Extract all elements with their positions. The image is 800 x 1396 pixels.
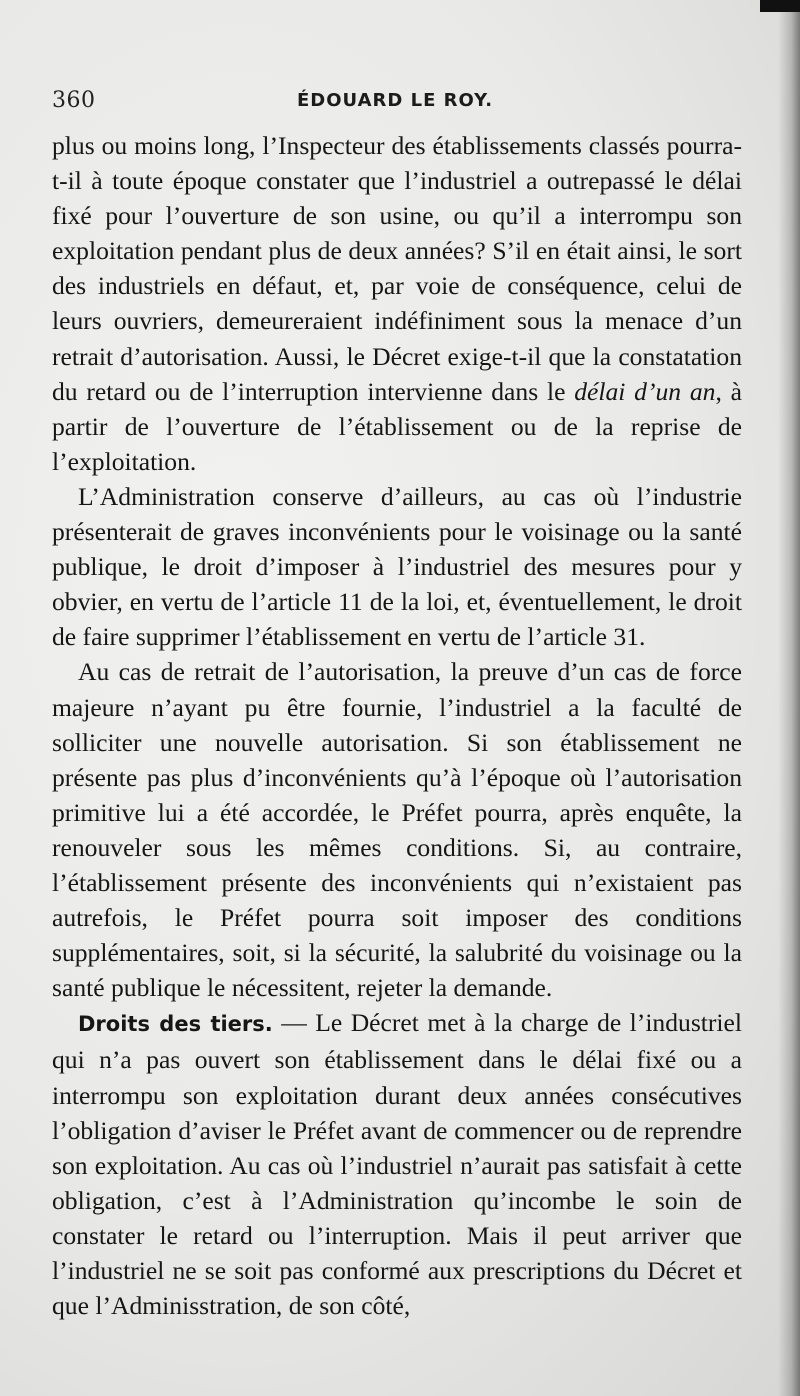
page-number: 360 [52, 88, 96, 113]
paragraph-1-text-start: plus ou moins long, l’Inspecteur des établissements classés pourra-t-il à toute époque constater que l’industriel a outrepassé le délai fixé pour l’ouverture de son usine, ou qu’il a interrompu son exploitation pendant plus de deux années? S’il en était ainsi, le sort des industriels en défaut, et, par voie de conséquence, celui de leurs ouvriers, demeureraient indéfiniment sous la menace d’un retrait d’autorisation. Aussi, le Décret exige-t-il que la constatation du retard ou de l’interruption intervienne dans le [52, 131, 742, 406]
paragraph-1 [52, 128, 742, 479]
paragraph-1-italic-phrase: délai d’un an [574, 376, 716, 406]
paragraph-2: L’Administration conserve d’ailleurs, au cas où l’industrie présenterait de graves inconvénients pour le voisinage ou la santé publique, le droit d’imposer à l’industriel des mesures pour y obvier, en vertu de l’article 11 de la loi, et, éventuellement, le droit de faire supprimer l’établissement en vertu de l’article 31. [52, 481, 742, 652]
scan-corner-mark [760, 0, 800, 12]
paragraph-1-text-end: , à partir de l’ouverture de l’établissement ou de la reprise de l’exploitation. [52, 376, 742, 476]
section-heading: Droits des tiers. [78, 1012, 273, 1037]
running-head: ÉDOUARD LE ROY. [297, 90, 494, 111]
paragraph-4 [52, 1005, 742, 1323]
paragraph-4-text: — Le Décret met à la charge de l’industriel qui n’a pas ouvert son établissement dans le délai fixé ou a interrompu son exploitation durant deux années consécutives l’obligation d’aviser le Préfet avant de commencer ou de reprendre son exploitation. Au cas où l’industriel n’aurait pas satisfait à cette obligation, c’est à l’Administration qu’incombe le soin de constater le retard ou l’interruption. Mais il peut arriver que l’industriel ne se soit pas conformé aux prescriptions du Décret et que l’Adminisstration, de son côté, [52, 1008, 742, 1321]
page-binding-shadow [778, 0, 800, 1396]
body-text [52, 128, 742, 1323]
page-header [52, 88, 752, 118]
paragraph-3: Au cas de retrait de l’autorisation, la preuve d’un cas de force majeure n’ayant pu être fournie, l’industriel a la faculté de solliciter une nouvelle autorisation. Si son établissement ne présente pas plus d’inconvénients qu’à l’époque où l’autorisation primitive lui a été accordée, le Préfet pourra, après enquête, la renouveler sous les mêmes conditions. Si, au contraire, l’établissement présente des inconvénients qui n’existaient pas autrefois, le Préfet pourra soit imposer des conditions supplémentaires, soit, si la sécurité, la salubrité du voisinage ou la santé publique le nécessitent, rejeter la demande. [52, 657, 742, 1003]
